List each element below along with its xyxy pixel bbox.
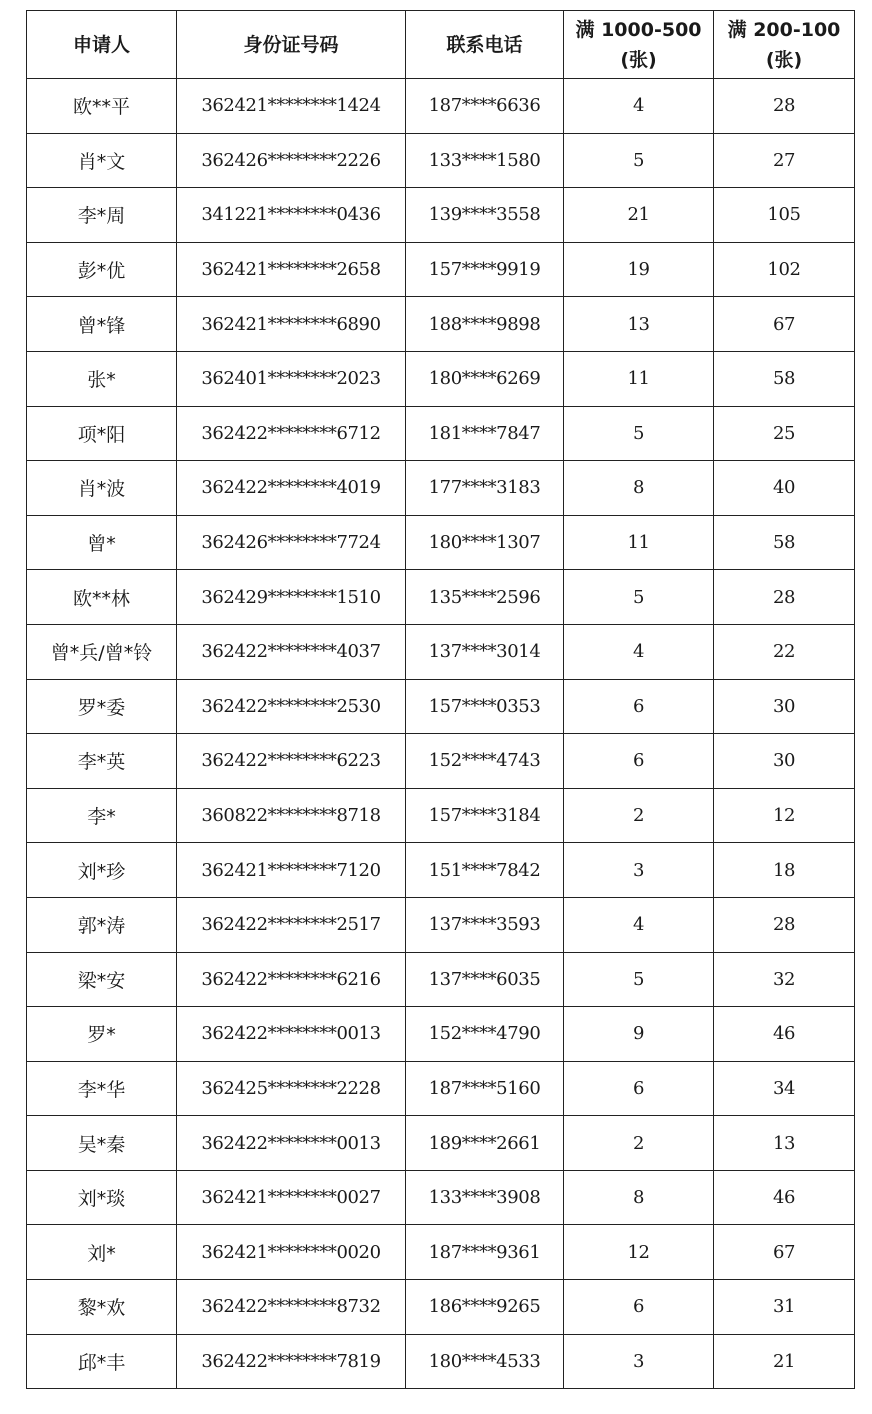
cell-coupon-200-100: 27 <box>714 133 855 188</box>
cell-applicant: 李*英 <box>27 734 177 789</box>
header-id-number: 身份证号码 <box>177 11 406 79</box>
cell-coupon-1000-500: 5 <box>564 406 714 461</box>
cell-id-number: 362422********7819 <box>177 1334 406 1389</box>
cell-coupon-200-100: 58 <box>714 515 855 570</box>
cell-id-number: 362422********6712 <box>177 406 406 461</box>
cell-applicant: 彭*优 <box>27 242 177 297</box>
header-coupon-200-100-unit: (张) <box>765 48 803 71</box>
cell-id-number: 362421********7120 <box>177 843 406 898</box>
cell-applicant: 罗*委 <box>27 679 177 734</box>
table-row <box>27 897 855 952</box>
cell-applicant: 欧**林 <box>27 570 177 625</box>
cell-coupon-1000-500: 4 <box>564 624 714 679</box>
cell-coupon-1000-500: 6 <box>564 1280 714 1335</box>
cell-coupon-1000-500: 3 <box>564 843 714 898</box>
table-row <box>27 79 855 134</box>
table-row <box>27 1334 855 1389</box>
cell-id-number: 362421********0027 <box>177 1170 406 1225</box>
cell-coupon-200-100: 58 <box>714 351 855 406</box>
cell-coupon-1000-500: 2 <box>564 788 714 843</box>
cell-coupon-200-100: 21 <box>714 1334 855 1389</box>
cell-id-number: 362425********2228 <box>177 1061 406 1116</box>
cell-coupon-200-100: 46 <box>714 1007 855 1062</box>
cell-applicant: 刘*珍 <box>27 843 177 898</box>
table-row <box>27 297 855 352</box>
table-row <box>27 1007 855 1062</box>
cell-id-number: 362422********0013 <box>177 1116 406 1171</box>
cell-phone: 181****7847 <box>406 406 564 461</box>
table-row <box>27 570 855 625</box>
cell-id-number: 362426********7724 <box>177 515 406 570</box>
cell-applicant: 曾* <box>27 515 177 570</box>
cell-coupon-1000-500: 8 <box>564 1170 714 1225</box>
cell-coupon-200-100: 22 <box>714 624 855 679</box>
cell-id-number: 362421********1424 <box>177 79 406 134</box>
cell-applicant: 刘* <box>27 1225 177 1280</box>
cell-id-number: 362429********1510 <box>177 570 406 625</box>
cell-phone: 137****6035 <box>406 952 564 1007</box>
cell-coupon-200-100: 67 <box>714 297 855 352</box>
cell-phone: 157****9919 <box>406 242 564 297</box>
cell-coupon-200-100: 30 <box>714 679 855 734</box>
cell-coupon-1000-500: 4 <box>564 79 714 134</box>
cell-phone: 137****3014 <box>406 624 564 679</box>
cell-coupon-1000-500: 5 <box>564 570 714 625</box>
cell-applicant: 欧**平 <box>27 79 177 134</box>
cell-id-number: 362422********6216 <box>177 952 406 1007</box>
header-coupon-1000-500-unit: (张) <box>620 48 657 71</box>
cell-applicant: 邱*丰 <box>27 1334 177 1389</box>
cell-phone: 180****4533 <box>406 1334 564 1389</box>
cell-applicant: 肖*波 <box>27 461 177 516</box>
table-row <box>27 351 855 406</box>
cell-phone: 186****9265 <box>406 1280 564 1335</box>
table-row <box>27 679 855 734</box>
cell-coupon-200-100: 28 <box>714 897 855 952</box>
cell-id-number: 362401********2023 <box>177 351 406 406</box>
table-row <box>27 1061 855 1116</box>
cell-id-number: 362421********2658 <box>177 242 406 297</box>
cell-applicant: 郭*涛 <box>27 897 177 952</box>
cell-coupon-200-100: 67 <box>714 1225 855 1280</box>
cell-applicant: 黎*欢 <box>27 1280 177 1335</box>
cell-phone: 187****9361 <box>406 1225 564 1280</box>
cell-phone: 139****3558 <box>406 188 564 243</box>
header-coupon-1000-500-title: 满 1000-500 <box>575 18 702 41</box>
header-coupon-200-100-title: 满 200-100 <box>727 18 841 41</box>
cell-phone: 180****6269 <box>406 351 564 406</box>
cell-id-number: 362422********2517 <box>177 897 406 952</box>
table-row <box>27 1280 855 1335</box>
cell-phone: 137****3593 <box>406 897 564 952</box>
header-coupon-1000-500 <box>564 11 714 79</box>
cell-coupon-200-100: 25 <box>714 406 855 461</box>
table-row <box>27 734 855 789</box>
table-row <box>27 406 855 461</box>
table-row <box>27 133 855 188</box>
cell-id-number: 362422********8732 <box>177 1280 406 1335</box>
cell-phone: 187****6636 <box>406 79 564 134</box>
cell-coupon-1000-500: 6 <box>564 1061 714 1116</box>
header-applicant: 申请人 <box>27 11 177 79</box>
cell-applicant: 肖*文 <box>27 133 177 188</box>
cell-coupon-1000-500: 6 <box>564 679 714 734</box>
cell-id-number: 341221********0436 <box>177 188 406 243</box>
cell-id-number: 362426********2226 <box>177 133 406 188</box>
cell-coupon-1000-500: 13 <box>564 297 714 352</box>
cell-coupon-200-100: 46 <box>714 1170 855 1225</box>
table-row <box>27 843 855 898</box>
cell-coupon-1000-500: 6 <box>564 734 714 789</box>
cell-coupon-1000-500: 5 <box>564 133 714 188</box>
cell-applicant: 曾*兵/曾*铃 <box>27 624 177 679</box>
table-row <box>27 1170 855 1225</box>
cell-coupon-200-100: 28 <box>714 79 855 134</box>
cell-coupon-1000-500: 5 <box>564 952 714 1007</box>
cell-coupon-1000-500: 12 <box>564 1225 714 1280</box>
table-row <box>27 1116 855 1171</box>
cell-id-number: 362422********0013 <box>177 1007 406 1062</box>
cell-applicant: 张* <box>27 351 177 406</box>
table-row <box>27 624 855 679</box>
cell-applicant: 罗* <box>27 1007 177 1062</box>
cell-applicant: 刘*琰 <box>27 1170 177 1225</box>
cell-applicant: 李*华 <box>27 1061 177 1116</box>
cell-phone: 177****3183 <box>406 461 564 516</box>
cell-phone: 187****5160 <box>406 1061 564 1116</box>
cell-coupon-1000-500: 11 <box>564 515 714 570</box>
cell-phone: 157****0353 <box>406 679 564 734</box>
cell-phone: 189****2661 <box>406 1116 564 1171</box>
cell-phone: 152****4790 <box>406 1007 564 1062</box>
cell-phone: 133****1580 <box>406 133 564 188</box>
header-coupon-200-100 <box>714 11 855 79</box>
cell-coupon-1000-500: 4 <box>564 897 714 952</box>
table-row <box>27 188 855 243</box>
table-row <box>27 461 855 516</box>
cell-coupon-200-100: 40 <box>714 461 855 516</box>
table-row <box>27 788 855 843</box>
cell-phone: 152****4743 <box>406 734 564 789</box>
cell-applicant: 李*周 <box>27 188 177 243</box>
cell-id-number: 362421********6890 <box>177 297 406 352</box>
applicant-coupon-table-container <box>26 10 854 1389</box>
cell-coupon-1000-500: 21 <box>564 188 714 243</box>
table-row <box>27 515 855 570</box>
header-phone: 联系电话 <box>406 11 564 79</box>
table-row <box>27 1225 855 1280</box>
cell-coupon-200-100: 18 <box>714 843 855 898</box>
table-header <box>27 11 855 79</box>
cell-coupon-1000-500: 9 <box>564 1007 714 1062</box>
cell-coupon-200-100: 34 <box>714 1061 855 1116</box>
cell-coupon-1000-500: 8 <box>564 461 714 516</box>
cell-phone: 135****2596 <box>406 570 564 625</box>
cell-id-number: 360822********8718 <box>177 788 406 843</box>
cell-coupon-1000-500: 11 <box>564 351 714 406</box>
cell-coupon-200-100: 31 <box>714 1280 855 1335</box>
cell-phone: 133****3908 <box>406 1170 564 1225</box>
table-row <box>27 952 855 1007</box>
cell-applicant: 曾*锋 <box>27 297 177 352</box>
cell-phone: 151****7842 <box>406 843 564 898</box>
cell-applicant: 项*阳 <box>27 406 177 461</box>
cell-applicant: 李* <box>27 788 177 843</box>
cell-coupon-1000-500: 19 <box>564 242 714 297</box>
cell-coupon-200-100: 30 <box>714 734 855 789</box>
cell-coupon-200-100: 28 <box>714 570 855 625</box>
applicant-coupon-table <box>26 10 855 1389</box>
cell-coupon-200-100: 102 <box>714 242 855 297</box>
table-row <box>27 242 855 297</box>
cell-coupon-200-100: 12 <box>714 788 855 843</box>
cell-id-number: 362422********4037 <box>177 624 406 679</box>
table-body <box>27 79 855 1389</box>
cell-coupon-1000-500: 3 <box>564 1334 714 1389</box>
cell-coupon-200-100: 32 <box>714 952 855 1007</box>
cell-id-number: 362422********2530 <box>177 679 406 734</box>
cell-phone: 180****1307 <box>406 515 564 570</box>
cell-id-number: 362422********6223 <box>177 734 406 789</box>
cell-coupon-1000-500: 2 <box>564 1116 714 1171</box>
cell-applicant: 梁*安 <box>27 952 177 1007</box>
cell-phone: 157****3184 <box>406 788 564 843</box>
header-row <box>27 11 855 79</box>
cell-applicant: 吴*秦 <box>27 1116 177 1171</box>
cell-id-number: 362421********0020 <box>177 1225 406 1280</box>
cell-coupon-200-100: 13 <box>714 1116 855 1171</box>
cell-id-number: 362422********4019 <box>177 461 406 516</box>
cell-phone: 188****9898 <box>406 297 564 352</box>
cell-coupon-200-100: 105 <box>714 188 855 243</box>
